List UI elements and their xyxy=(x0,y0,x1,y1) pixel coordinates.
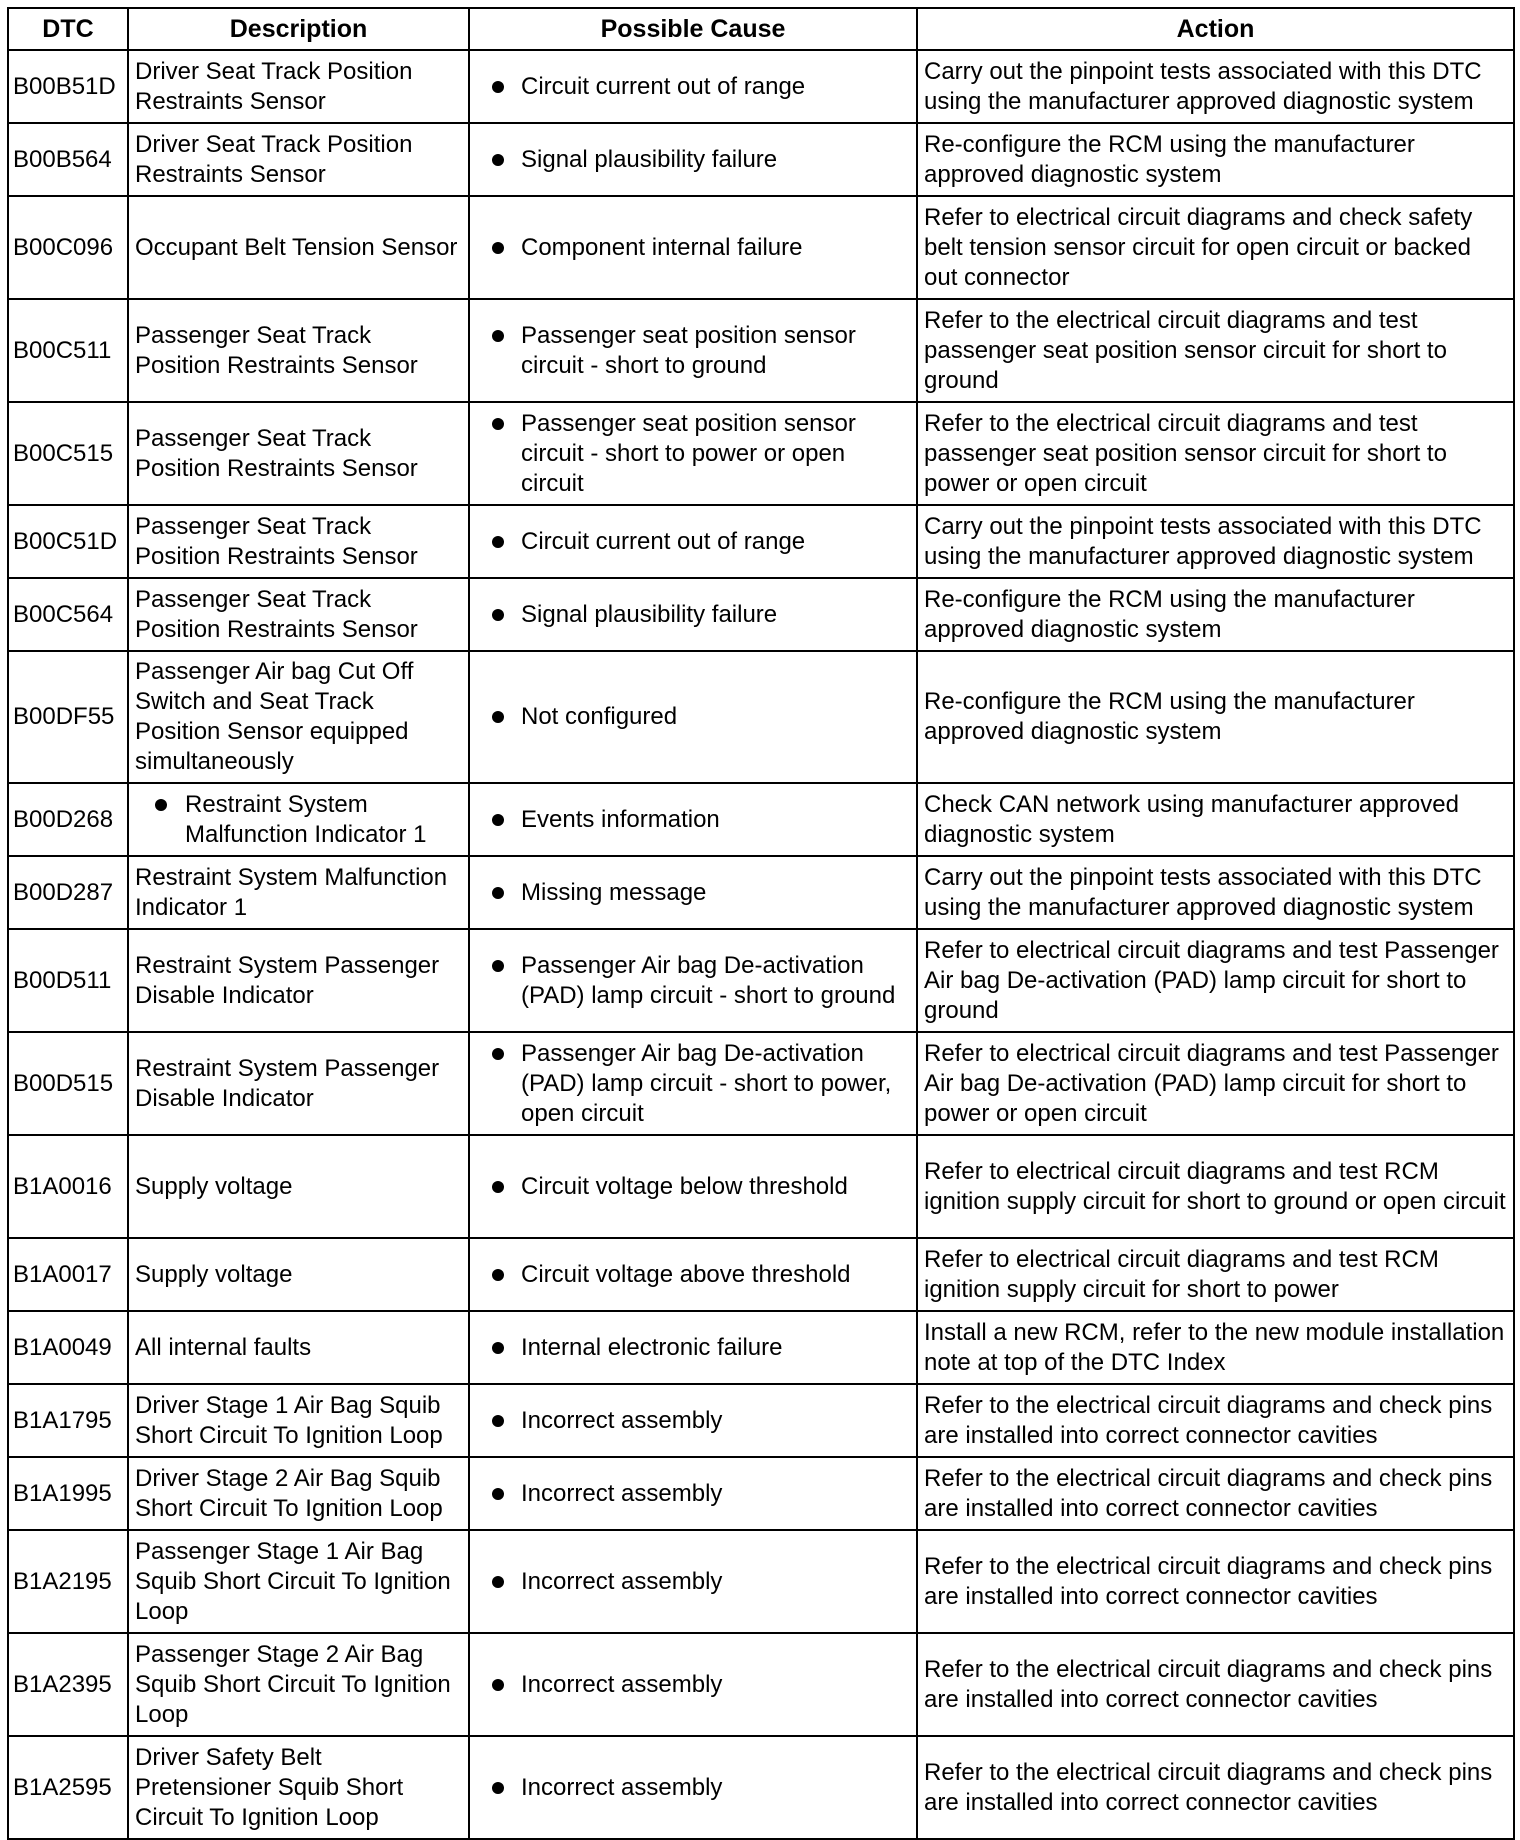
action-text: Carry out the pinpoint tests associated with this DTC using the manufacturer approved diagnostic system xyxy=(917,50,1514,123)
possible-cause xyxy=(469,50,917,123)
action-text: Carry out the pinpoint tests associated with this DTC using the manufacturer approved diagnostic system xyxy=(917,856,1514,929)
possible-cause-text: Circuit voltage below threshold xyxy=(521,1172,848,1200)
dtc-description: Passenger Seat Track Position Restraints Sensor xyxy=(128,578,469,651)
table-row xyxy=(8,1135,1514,1238)
dtc-code: B1A0049 xyxy=(8,1311,128,1384)
possible-cause-text: Incorrect assembly xyxy=(521,1567,723,1595)
dtc-code: B00B564 xyxy=(8,123,128,196)
action-text: Refer to electrical circuit diagrams and test Passenger Air bag De-activation (PAD) lamp circuit for short to power or open circuit xyxy=(917,1032,1514,1135)
possible-cause xyxy=(469,856,917,929)
bullet-icon xyxy=(492,1488,504,1500)
action-text: Refer to the electrical circuit diagrams and check pins are installed into correct connector cavities xyxy=(917,1530,1514,1633)
dtc-code: B1A2195 xyxy=(8,1530,128,1633)
possible-cause xyxy=(469,196,917,299)
action-text: Refer to the electrical circuit diagrams and test passenger seat position sensor circuit for short to power or open circuit xyxy=(917,402,1514,505)
bullet-icon xyxy=(492,1576,504,1588)
dtc-code: B00C096 xyxy=(8,196,128,299)
action-text: Install a new RCM, refer to the new module installation note at top of the DTC Index xyxy=(917,1311,1514,1384)
bullet-icon xyxy=(492,1782,504,1794)
dtc-description: Passenger Seat Track Position Restraints Sensor xyxy=(128,402,469,505)
possible-cause-text: Component internal failure xyxy=(521,233,803,261)
bullet-icon xyxy=(492,81,504,93)
dtc-code: B00C564 xyxy=(8,578,128,651)
possible-cause xyxy=(469,123,917,196)
dtc-description: Driver Seat Track Position Restraints Sensor xyxy=(128,50,469,123)
dtc-description: Restraint System Passenger Disable Indicator xyxy=(128,1032,469,1135)
table-row xyxy=(8,1530,1514,1633)
possible-cause-text: Passenger Air bag De-activation (PAD) lamp circuit - short to power, open circuit xyxy=(521,1039,892,1127)
dtc-description: Driver Safety Belt Pretensioner Squib Short Circuit To Ignition Loop xyxy=(128,1736,469,1839)
dtc-description: Restraint System Malfunction Indicator 1 xyxy=(128,856,469,929)
possible-cause xyxy=(469,1238,917,1311)
table-row xyxy=(8,929,1514,1032)
dtc-code: B00D515 xyxy=(8,1032,128,1135)
possible-cause xyxy=(469,1135,917,1238)
header-possible-cause: Possible Cause xyxy=(469,8,917,50)
action-text: Refer to electrical circuit diagrams and test RCM ignition supply circuit for short to ground or open circuit xyxy=(917,1135,1514,1238)
dtc-description: Supply voltage xyxy=(128,1238,469,1311)
bullet-icon xyxy=(492,536,504,548)
possible-cause xyxy=(469,1384,917,1457)
action-text: Re-configure the RCM using the manufacturer approved diagnostic system xyxy=(917,651,1514,783)
dtc-code: B00DF55 xyxy=(8,651,128,783)
dtc-description: Supply voltage xyxy=(128,1135,469,1238)
possible-cause-text: Incorrect assembly xyxy=(521,1406,723,1434)
possible-cause-text: Internal electronic failure xyxy=(521,1333,783,1361)
possible-cause xyxy=(469,929,917,1032)
table-row xyxy=(8,1311,1514,1384)
bullet-icon xyxy=(492,418,504,430)
dtc-description: Passenger Seat Track Position Restraints Sensor xyxy=(128,299,469,402)
header-row xyxy=(8,8,1514,50)
dtc-code: B1A1795 xyxy=(8,1384,128,1457)
table-row xyxy=(8,1736,1514,1839)
dtc-description xyxy=(128,783,469,856)
table-row xyxy=(8,299,1514,402)
bullet-icon xyxy=(492,711,504,723)
bullet-icon xyxy=(492,1048,504,1060)
table-row xyxy=(8,196,1514,299)
bullet-icon xyxy=(492,1181,504,1193)
bullet-icon xyxy=(492,887,504,899)
dtc-description: All internal faults xyxy=(128,1311,469,1384)
bullet-icon xyxy=(492,330,504,342)
action-text: Check CAN network using manufacturer approved diagnostic system xyxy=(917,783,1514,856)
action-text: Refer to electrical circuit diagrams and test Passenger Air bag De-activation (PAD) lamp circuit for short to ground xyxy=(917,929,1514,1032)
table-row xyxy=(8,505,1514,578)
dtc-description: Driver Stage 1 Air Bag Squib Short Circuit To Ignition Loop xyxy=(128,1384,469,1457)
action-text: Refer to electrical circuit diagrams and check safety belt tension sensor circuit for open circuit or backed out connector xyxy=(917,196,1514,299)
dtc-description: Driver Seat Track Position Restraints Sensor xyxy=(128,123,469,196)
action-text: Carry out the pinpoint tests associated with this DTC using the manufacturer approved diagnostic system xyxy=(917,505,1514,578)
possible-cause-text: Circuit voltage above threshold xyxy=(521,1260,851,1288)
table-row xyxy=(8,402,1514,505)
action-text: Refer to electrical circuit diagrams and test RCM ignition supply circuit for short to power xyxy=(917,1238,1514,1311)
bullet-icon xyxy=(492,1679,504,1691)
header-description: Description xyxy=(128,8,469,50)
action-text: Re-configure the RCM using the manufacturer approved diagnostic system xyxy=(917,123,1514,196)
possible-cause-text: Circuit current out of range xyxy=(521,527,806,555)
dtc-code: B00C515 xyxy=(8,402,128,505)
dtc-code: B00C511 xyxy=(8,299,128,402)
table-row xyxy=(8,50,1514,123)
table-row xyxy=(8,123,1514,196)
possible-cause-text: Not configured xyxy=(521,703,678,730)
dtc-description: Passenger Air bag Cut Off Switch and Seat Track Position Sensor equipped simultaneously xyxy=(128,651,469,783)
action-text: Refer to the electrical circuit diagrams and check pins are installed into correct connector cavities xyxy=(917,1457,1514,1530)
table-row xyxy=(8,651,1514,783)
bullet-icon xyxy=(492,960,504,972)
dtc-table xyxy=(7,7,1515,1840)
possible-cause xyxy=(469,1032,917,1135)
possible-cause xyxy=(469,1530,917,1633)
dtc-description: Passenger Stage 1 Air Bag Squib Short Circuit To Ignition Loop xyxy=(128,1530,469,1633)
possible-cause xyxy=(469,299,917,402)
possible-cause xyxy=(469,578,917,651)
dtc-description: Occupant Belt Tension Sensor xyxy=(128,196,469,299)
action-text: Refer to the electrical circuit diagrams and test passenger seat position sensor circuit for short to ground xyxy=(917,299,1514,402)
dtc-description-text: Restraint System Malfunction Indicator 1 xyxy=(185,790,427,848)
table-row xyxy=(8,783,1514,856)
bullet-icon xyxy=(492,1415,504,1427)
possible-cause-text: Passenger seat position sensor circuit - short to ground xyxy=(521,321,856,379)
dtc-code: B1A2595 xyxy=(8,1736,128,1839)
possible-cause xyxy=(469,783,917,856)
possible-cause-text: Missing message xyxy=(521,878,707,906)
table-row xyxy=(8,1633,1514,1736)
bullet-icon xyxy=(492,609,504,621)
possible-cause-text: Passenger seat position sensor circuit - short to power or open circuit xyxy=(521,409,856,497)
bullet-icon xyxy=(492,814,504,826)
possible-cause-text: Incorrect assembly xyxy=(521,1773,723,1801)
possible-cause-text: Circuit current out of range xyxy=(521,72,806,100)
bullet-icon xyxy=(492,1342,504,1354)
possible-cause-text: Signal plausibility failure xyxy=(521,145,778,173)
action-text: Refer to the electrical circuit diagrams and check pins are installed into correct connector cavities xyxy=(917,1736,1514,1839)
dtc-code: B1A0017 xyxy=(8,1238,128,1311)
possible-cause xyxy=(469,1311,917,1384)
table-row xyxy=(8,578,1514,651)
possible-cause xyxy=(469,1736,917,1839)
possible-cause xyxy=(469,1633,917,1736)
dtc-code: B00D287 xyxy=(8,856,128,929)
dtc-description: Restraint System Passenger Disable Indicator xyxy=(128,929,469,1032)
possible-cause xyxy=(469,505,917,578)
action-text: Refer to the electrical circuit diagrams and check pins are installed into correct connector cavities xyxy=(917,1384,1514,1457)
action-text: Refer to the electrical circuit diagrams and check pins are installed into correct connector cavities xyxy=(917,1633,1514,1736)
dtc-code: B00B51D xyxy=(8,50,128,123)
possible-cause-text: Incorrect assembly xyxy=(521,1479,723,1507)
dtc-code: B1A2395 xyxy=(8,1633,128,1736)
table-row xyxy=(8,856,1514,929)
possible-cause-text: Passenger Air bag De-activation (PAD) lamp circuit - short to ground xyxy=(521,951,896,1009)
table-row xyxy=(8,1384,1514,1457)
possible-cause-text: Events information xyxy=(521,805,720,833)
bullet-icon xyxy=(492,242,504,254)
dtc-code: B00C51D xyxy=(8,505,128,578)
dtc-code: B00D268 xyxy=(8,783,128,856)
bullet-icon xyxy=(155,799,167,811)
header-action: Action xyxy=(917,8,1514,50)
dtc-code: B1A0016 xyxy=(8,1135,128,1238)
possible-cause-text: Signal plausibility failure xyxy=(521,600,778,628)
possible-cause xyxy=(469,651,917,783)
bullet-icon xyxy=(492,1269,504,1281)
action-text: Re-configure the RCM using the manufacturer approved diagnostic system xyxy=(917,578,1514,651)
possible-cause xyxy=(469,1457,917,1530)
dtc-description: Passenger Seat Track Position Restraints Sensor xyxy=(128,505,469,578)
bullet-icon xyxy=(492,154,504,166)
possible-cause-text: Incorrect assembly xyxy=(521,1670,723,1698)
table-row xyxy=(8,1457,1514,1530)
dtc-description: Passenger Stage 2 Air Bag Squib Short Circuit To Ignition Loop xyxy=(128,1633,469,1736)
dtc-code: B00D511 xyxy=(8,929,128,1032)
table-row xyxy=(8,1032,1514,1135)
possible-cause xyxy=(469,402,917,505)
table-row xyxy=(8,1238,1514,1311)
dtc-description: Driver Stage 2 Air Bag Squib Short Circuit To Ignition Loop xyxy=(128,1457,469,1530)
header-dtc: DTC xyxy=(8,8,128,50)
dtc-code: B1A1995 xyxy=(8,1457,128,1530)
